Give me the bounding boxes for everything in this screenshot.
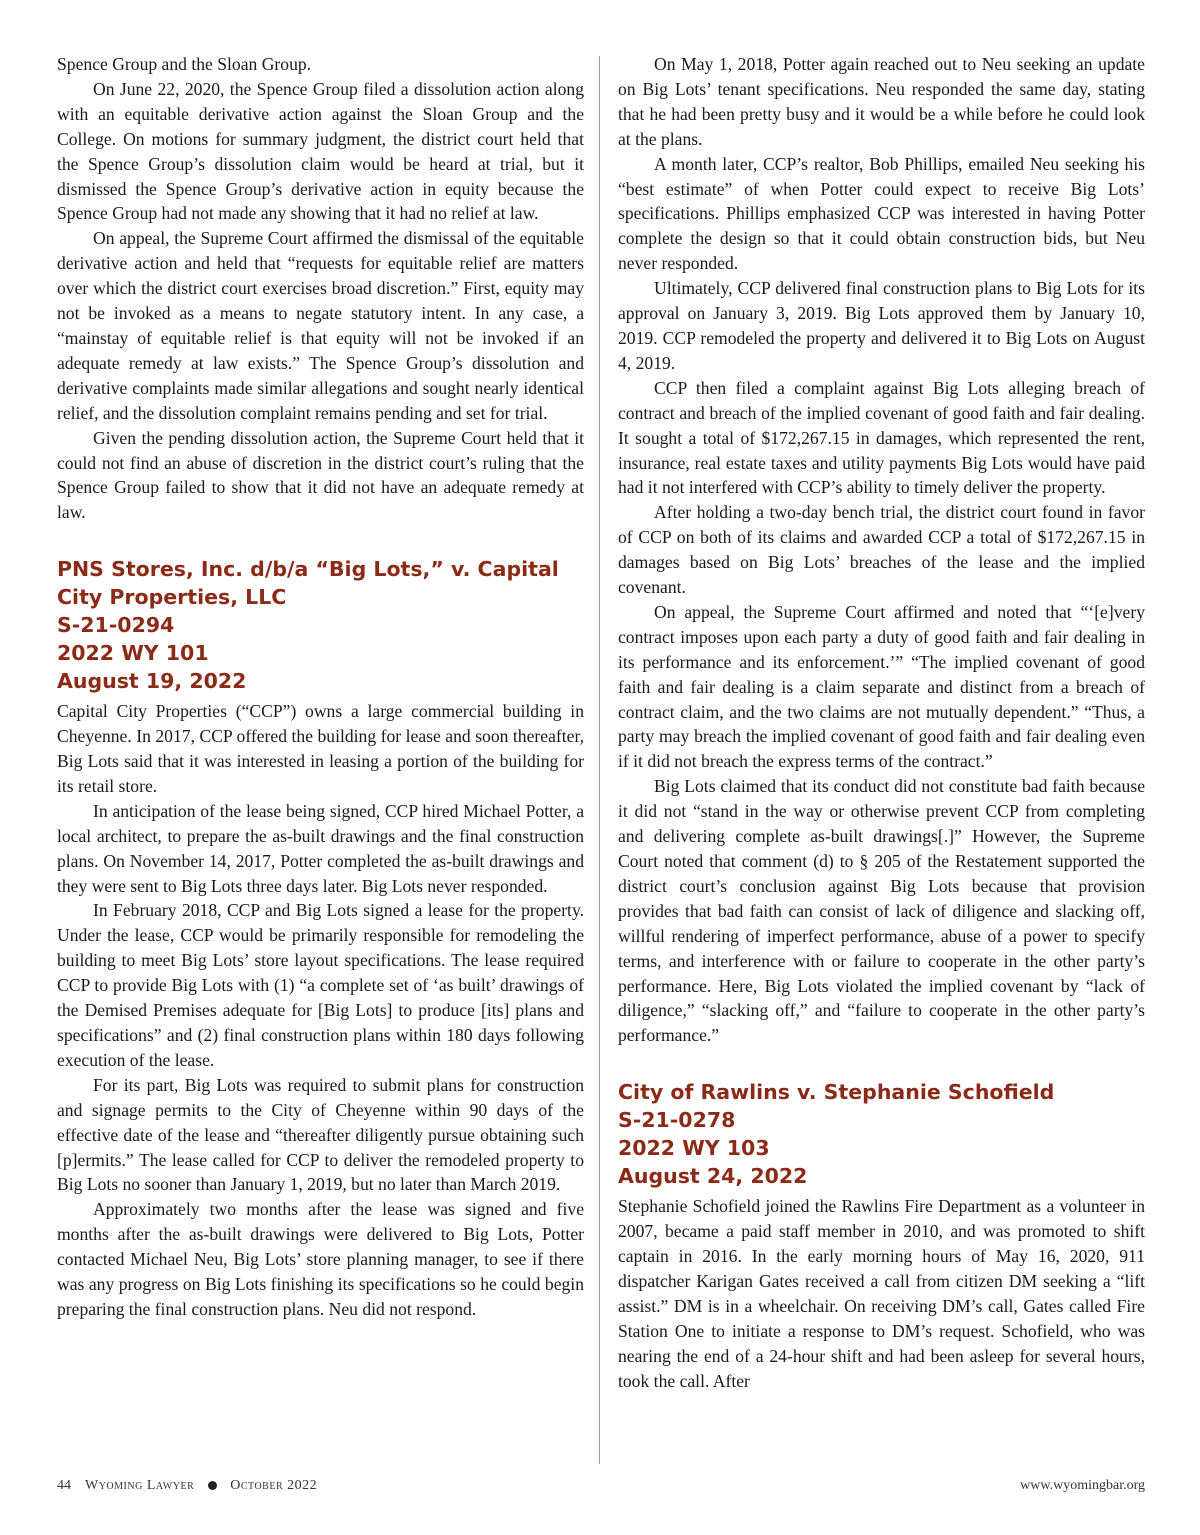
paragraph: Stephanie Schofield joined the Rawlins Fire Department as a volunteer in 2007, became a paid staff member in 2010, and was promoted to shift captain in 2016. In the early morning hours of May 16, 2020, 911 dispatcher Karigan Gates received a call from citizen DM seeking a “lift assist.” DM is in a wheelchair. On receiving DM’s call, Gates called Fire Station One to initiate a response to DM’s request. Schofield, who was nearing the end of a 24-hour shift and had been asleep for several hours, took the call. After (618, 1196, 1145, 1391)
right-column (618, 52, 1145, 1394)
column-divider (599, 56, 600, 1464)
issue-date: October 2022 (230, 1478, 318, 1493)
case-citation: 2022 WY 103 (618, 1136, 770, 1161)
paragraph: Spence Group and the Sloan Group. (57, 54, 312, 74)
case-heading (57, 555, 584, 695)
paragraph: Ultimately, CCP delivered final construction plans to Big Lots for its approval on January 3, 2019. Big Lots approved them by January 10, 2019. CCP remodeled the property and delivered it to Big Lots on August 4, 2019. (618, 278, 1145, 373)
case-heading (618, 1078, 1145, 1190)
case-citation: 2022 WY 101 (57, 641, 209, 666)
paragraph: In February 2018, CCP and Big Lots signed a lease for the property. Under the lease, CCP would be primarily responsible for remodeling the building to meet Big Lots’ store layout specifications. The lease required CCP to provide Big Lots with (1) “a complete set of ‘as built’ drawings of the Demised Premises adequate for [Big Lots] to produce [its] plans and specifications” and (2) final construction plans within 180 days following execution of the lease. (57, 900, 584, 1070)
paragraph: Capital City Properties (“CCP”) owns a large commercial building in Cheyenne. In 2017, CCP offered the building for lease and soon thereafter, Big Lots said that it was interested in leasing a portion of the building for its retail store. (57, 701, 584, 796)
page-footer (57, 1478, 1145, 1500)
case-date: August 19, 2022 (57, 669, 247, 694)
publication-name: Wyoming Lawyer (85, 1478, 195, 1493)
case-title: PNS Stores, Inc. d/b/a “Big Lots,” v. Capital City Properties, LLC (57, 557, 559, 610)
paragraph: On appeal, the Supreme Court affirmed the dismissal of the equitable derivative action and held that “requests for equitable relief are matters over which the district court exercises broad discretion.” First, equity may not be invoked as a means to negate statutory intent. In any case, a “mainstay of equitable relief is that equity will not be invoked if an adequate remedy at law exists.” The Spence Group’s dissolution and derivative complaints made similar allegations and sought nearly identical relief, and the dissolution complaint remains pending and set for trial. (57, 228, 584, 423)
paragraph: Big Lots claimed that its conduct did not constitute bad faith because it did not “stand in the way or otherwise prevent CCP from completing and delivering complete as-built drawings[.]” However, the Supreme Court noted that comment (d) to § 205 of the Restatement supported the district court’s conclusion against Big Lots because that provision provides that bad faith can consist of lack of diligence and slacking off, willful rendering of imperfect performance, abuse of a power to specify terms, and interference with or failure to cooperate in the other party’s performance. Here, Big Lots violated the implied covenant by “lack of diligence,” “slacking off,” and “failure to cooperate in the other party’s performance.” (618, 776, 1145, 1046)
case-title: City of Rawlins v. Stephanie Schofield (618, 1080, 1055, 1105)
paragraph: CCP then filed a complaint against Big Lots alleging breach of contract and breach of the implied covenant of good faith and fair dealing. It sought a total of $172,267.15 in damages, which represented the rent, insurance, real estate taxes and utility payments Big Lots would have paid had it not interfered with CCP’s ability to timely deliver the property. (618, 377, 1145, 498)
bullet-icon (208, 1481, 217, 1490)
paragraph: For its part, Big Lots was required to submit plans for construction and signage permits to the City of Cheyenne within 90 days of the effective date of the lease and “thereafter diligently pursue obtaining such [p]ermits.” The lease called for CCP to deliver the remodeled property to Big Lots no sooner than January 1, 2019, but no later than March 2019. (57, 1074, 584, 1195)
paragraph: On May 1, 2018, Potter again reached out to Neu seeking an update on Big Lots’ tenant specifications. Neu responded the same day, stating that he had been pretty busy and it would be a while before he could look at the plans. (618, 54, 1145, 149)
left-column (57, 52, 584, 1322)
case-docket: S-21-0278 (618, 1108, 736, 1133)
paragraph: On June 22, 2020, the Spence Group filed a dissolution action along with an equitable derivative action against the Sloan Group and the College. On motions for summary judgment, the district court held that the Spence Group’s dissolution claim would be heard at trial, but it dismissed the Spence Group’s derivative action in equity because the Spence Group had not made any showing that it had no relief at law. (57, 78, 584, 224)
paragraph: Given the pending dissolution action, the Supreme Court held that it could not find an abuse of discretion in the district court’s ruling that the Spence Group failed to show that it did not have an adequate remedy at law. (57, 427, 584, 523)
case-date: August 24, 2022 (618, 1164, 808, 1189)
paragraph: After holding a two-day bench trial, the district court found in favor of CCP on both of its claims and awarded CCP a total of $172,267.15 in damages based on Big Lots’ breaches of the lease and the implied covenant. (618, 502, 1145, 598)
case-docket: S-21-0294 (57, 613, 175, 638)
footer-website: www.wyomingbar.org (1020, 1478, 1145, 1493)
paragraph: Approximately two months after the lease was signed and five months after the as-built drawings were delivered to Big Lots, Potter contacted Michael Neu, Big Lots’ store planning manager, to see if there was any progress on Big Lots finishing its specifications so he could begin preparing the final construction plans. Neu did not respond. (57, 1199, 584, 1319)
paragraph: On appeal, the Supreme Court affirmed and noted that “‘[e]very contract imposes upon each party a duty of good faith and fair dealing in its performance and its enforcement.’” “The implied covenant of good faith and fair dealing is a claim separate and distinct from a breach of contract claim, and the two claims are not mutually dependent.” “Thus, a party may breach the implied covenant of good faith and fair dealing even if it did not breach the express terms of the contract.” (618, 601, 1145, 772)
paragraph: A month later, CCP’s realtor, Bob Phillips, emailed Neu seeking his “best estimate” of when Potter could expect to receive Big Lots’ specifications. Phillips emphasized CCP was interested in having Potter complete the design so that it could obtain construction bids, but Neu never responded. (618, 153, 1145, 274)
footer-left (57, 1478, 317, 1494)
paragraph: In anticipation of the lease being signed, CCP hired Michael Potter, a local architect, to prepare the as-built drawings and the final construction plans. On November 14, 2017, Potter completed the as-built drawings and they were sent to Big Lots three days later. Big Lots never responded. (57, 800, 584, 896)
page-number: 44 (57, 1478, 71, 1493)
